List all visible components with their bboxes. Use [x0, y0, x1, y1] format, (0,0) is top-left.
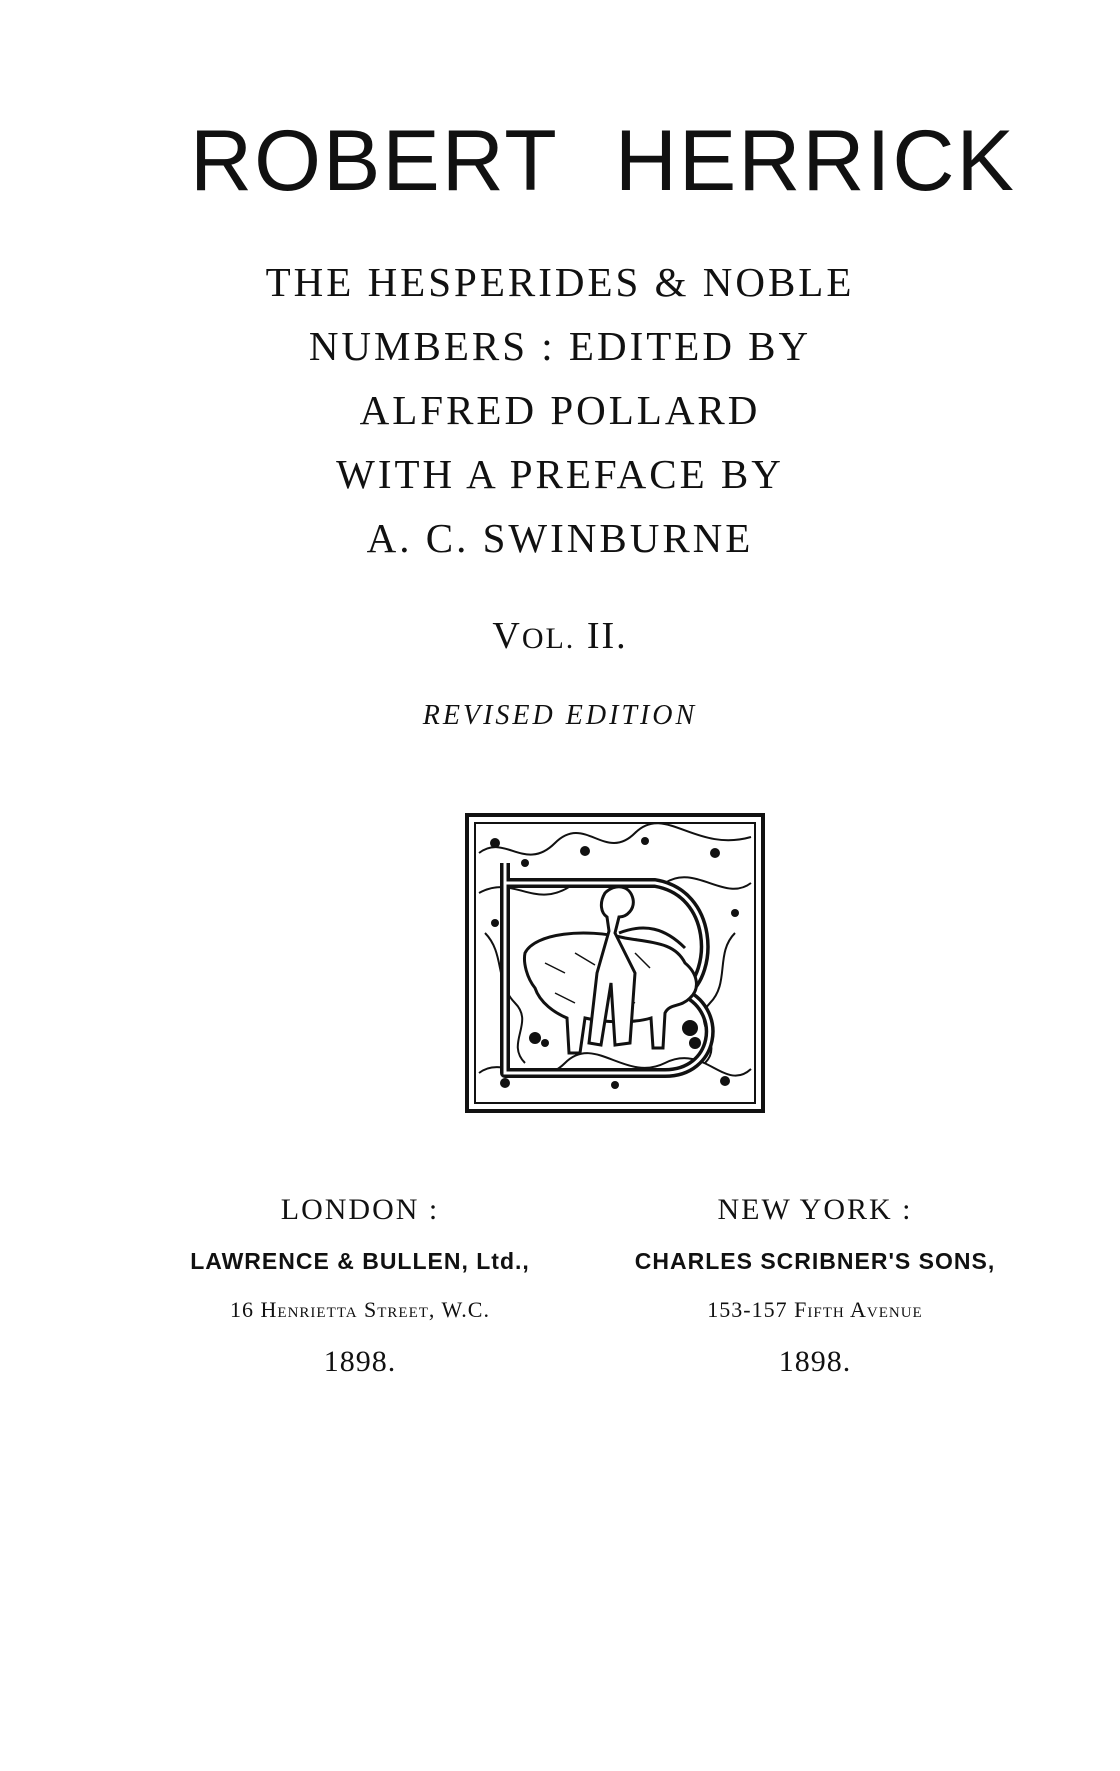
book-title — [190, 113, 1040, 209]
imprint-london-year: 1898. — [323, 1345, 397, 1378]
edition-label: REVISED EDITION — [422, 700, 698, 731]
subtitle-line-1: THE HESPERIDES & NOBLE — [265, 259, 855, 305]
imprint-london-publisher: LAWRENCE & BULLEN, Ltd., — [190, 1248, 530, 1274]
volume-prefix: V — [492, 615, 522, 657]
imprint-newyork-year: 1898. — [778, 1345, 852, 1378]
decorated-initial-b-icon — [465, 813, 765, 1113]
imprint-london-city: LONDON : — [280, 1193, 440, 1226]
imprint-london-address: 16 Henrietta Street, W.C. — [230, 1297, 490, 1322]
subtitle-line-5: A. C. SWINBURNE — [366, 515, 754, 561]
subtitle-line-2: NUMBERS : EDITED BY — [308, 323, 812, 369]
subtitle-line-4: WITH A PREFACE BY — [336, 451, 784, 497]
author-first-name: ROBERT — [190, 113, 559, 209]
imprint-newyork-address: 153-157 Fifth Avenue — [707, 1297, 923, 1322]
volume-small-caps: OL. — [521, 622, 576, 655]
volume-number — [0, 614, 1120, 658]
subtitle-line-3: ALFRED POLLARD — [359, 387, 761, 433]
author-last-name: HERRICK — [614, 113, 1016, 209]
volume-roman: II. — [586, 615, 628, 657]
imprint-newyork-city: NEW YORK : — [717, 1193, 913, 1226]
imprint-newyork-publisher: CHARLES SCRIBNER'S SONS, — [634, 1248, 996, 1274]
